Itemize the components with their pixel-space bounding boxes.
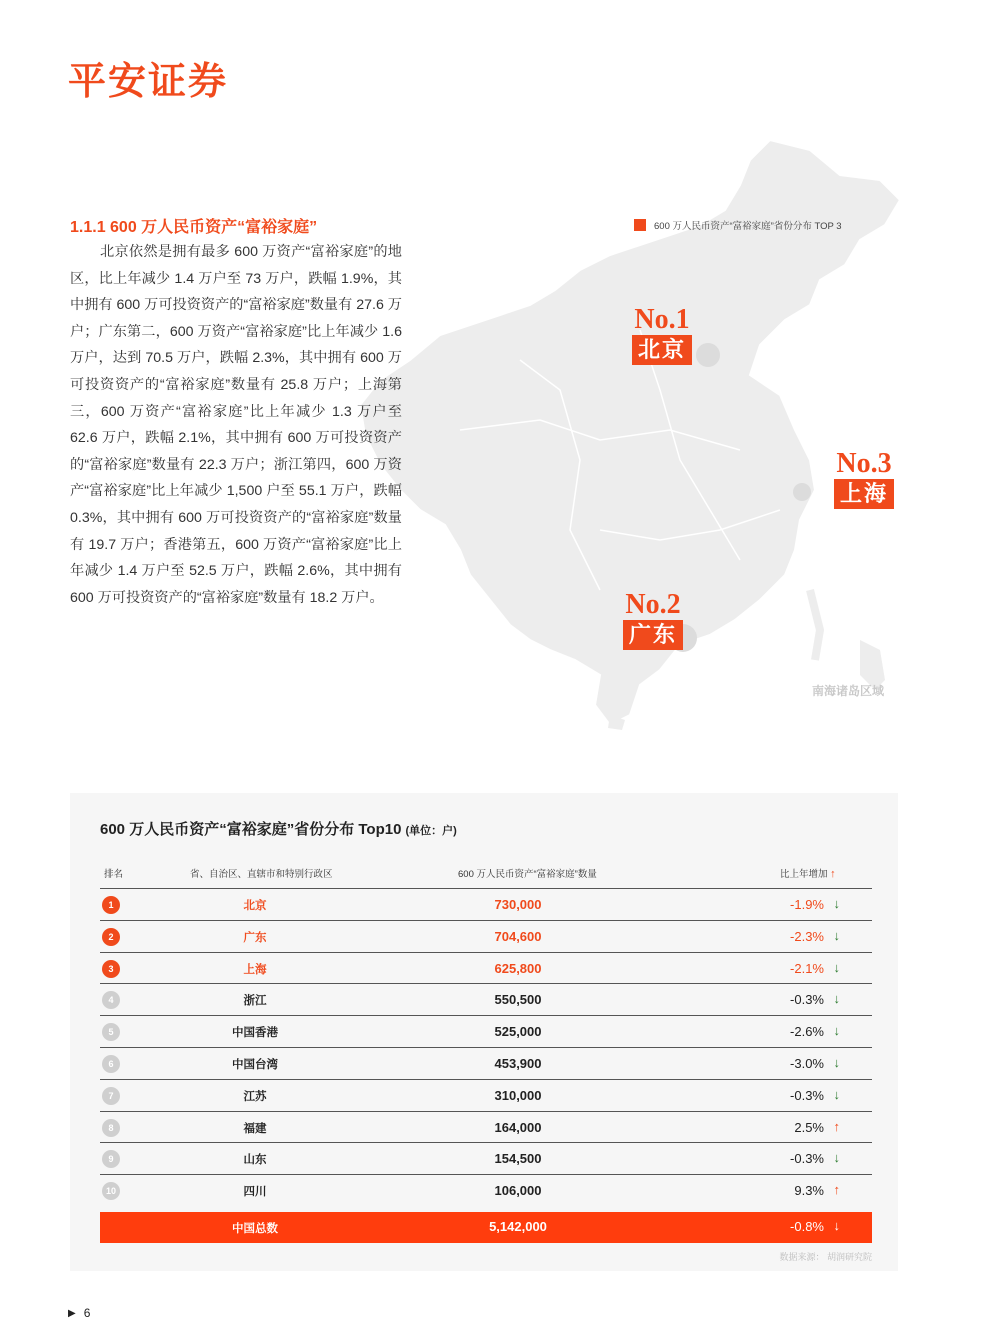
badge-city-label: 北京 [632, 335, 692, 365]
arrow-down-icon: ↓ [833, 1218, 840, 1233]
rank-circle: 3 [102, 960, 120, 978]
header-change [780, 866, 836, 880]
region-name: 中国香港 [232, 1027, 278, 1040]
map-note: 南海诸岛区域 [812, 684, 885, 698]
table-row [100, 1047, 872, 1079]
household-count: 525,000 [494, 1024, 542, 1040]
section-body: 北京依然是拥有最多 600 万资产“富裕家庭”的地区，比上年减少 1.4 万户至 73 万户，跌幅 1.9%，其中拥有 600 万可投资资产的“富裕家庭”数量有 27.6 万户；广东第二，600 万资产“富裕家庭”比上年减少 1.6 万户，达到 70.5 万户，跌幅 2.3%，其中拥有 600 万可投资资产的“富裕家庭”数量有 25.8 万户；上海第三，600 万资产“富裕家庭”比上年减少 1.3 万户至 62.6 万户，跌幅 2.1%，其中拥有 600 万可投资资产的“富裕家庭”数量有 22.3 万户；浙江第四，600 万资产“富裕家庭”比上年减少 1,500 户至 55.1 万户，跌幅 0.3%，其中拥有 600 万可投资资产的“富裕家庭”数量有 19.7 万户；香港第五，600 万资产“富裕家庭”比上年减少 1.4 万户至 52.5 万户，跌幅 2.6%，其中拥有 600 万可投资资产的“富裕家庭”数量有 18.2 万户。 [70, 244, 402, 606]
change-percent: -2.6% [790, 1024, 824, 1040]
household-count: 453,900 [494, 1055, 542, 1071]
legend-swatch [634, 219, 646, 231]
change-percent: -2.1% [790, 960, 824, 976]
table-row [100, 920, 872, 952]
triangle-right-icon: ▶ [68, 1307, 76, 1319]
map-badge-rank-2 [623, 590, 683, 650]
table-row [100, 1111, 872, 1143]
household-count: 730,000 [494, 897, 542, 912]
brand-logo: 平安证券 [68, 61, 229, 103]
total-change: -0.8% [790, 1219, 824, 1234]
change-percent: 2.5% [794, 1119, 824, 1135]
table-row [100, 888, 872, 920]
rank-circle: 7 [102, 1087, 120, 1105]
section-title: 1.1.1 600 万人民币资产“富裕家庭” [70, 219, 318, 236]
table-title [100, 818, 457, 839]
region-name: 浙江 [243, 995, 267, 1008]
table-row [100, 983, 872, 1015]
table-title-text: 600 万人民币资产“富裕家庭”省份分布 Top10 [100, 821, 402, 838]
arrow-down-icon: ↓ [833, 896, 840, 911]
table-total-row [100, 1212, 872, 1243]
change-percent: -3.0% [790, 1055, 824, 1071]
region-name: 山东 [243, 1154, 267, 1167]
region-name: 福建 [243, 1122, 267, 1135]
badge-rank-number: No.2 [625, 589, 681, 620]
rank-circle: 4 [102, 991, 120, 1009]
region-name: 四川 [243, 1186, 267, 1199]
change-percent: -0.3% [790, 992, 824, 1008]
header-count: 600 万人民币资产“富裕家庭”数量 [458, 869, 597, 880]
arrow-down-icon: ↓ [833, 1054, 840, 1070]
region-name: 北京 [243, 900, 267, 912]
rank-circle: 8 [102, 1119, 120, 1137]
total-count: 5,142,000 [489, 1219, 547, 1234]
badge-rank-number: No.1 [634, 304, 690, 335]
table-row [100, 1142, 872, 1174]
table-unit: (单位：户) [405, 825, 457, 837]
map-legend [634, 218, 842, 232]
legend-label: 600 万人民币资产“富裕家庭”省份分布 TOP 3 [654, 221, 842, 232]
household-count: 704,600 [494, 928, 542, 944]
header-region: 省、自治区、直辖市和特别行政区 [190, 869, 333, 880]
total-label: 中国总数 [232, 1223, 278, 1235]
change-percent: -1.9% [790, 897, 824, 912]
arrow-up-icon: ↑ [830, 868, 836, 880]
rank-circle: 2 [102, 928, 120, 946]
table-row [100, 1015, 872, 1047]
region-name: 江苏 [243, 1090, 267, 1103]
region-name: 中国台湾 [232, 1058, 278, 1071]
household-count: 625,800 [494, 960, 542, 976]
household-count: 106,000 [494, 1183, 542, 1199]
page-footer [68, 1306, 90, 1320]
table-row [100, 1079, 872, 1111]
header-change-label: 比上年增加 [780, 869, 828, 880]
region-name: 上海 [243, 963, 267, 976]
household-count: 164,000 [494, 1119, 542, 1135]
map-badge-rank-1 [632, 305, 692, 365]
arrow-up-icon: ↑ [833, 1182, 840, 1198]
badge-city-label: 广东 [623, 620, 683, 650]
region-name: 广东 [243, 931, 267, 944]
arrow-down-icon: ↓ [833, 1086, 840, 1102]
table-row [100, 1174, 872, 1206]
change-percent: -0.3% [790, 1087, 824, 1103]
arrow-down-icon: ↓ [833, 1150, 840, 1166]
page-number: 6 [83, 1306, 91, 1320]
table-body [100, 888, 872, 1206]
map-badge-rank-3 [834, 449, 894, 509]
arrow-down-icon: ↓ [833, 1023, 840, 1039]
rank-circle: 1 [102, 896, 120, 914]
rank-circle: 5 [102, 1023, 120, 1041]
change-percent: -2.3% [790, 928, 824, 944]
change-percent: -0.3% [790, 1151, 824, 1167]
arrow-down-icon: ↓ [833, 959, 840, 975]
rank-circle: 10 [102, 1182, 120, 1200]
header-rank: 排名 [104, 869, 124, 880]
rank-circle: 6 [102, 1055, 120, 1073]
change-percent: 9.3% [794, 1183, 824, 1199]
table-row [100, 952, 872, 984]
badge-rank-number: No.3 [836, 448, 892, 479]
arrow-up-icon: ↑ [833, 1118, 840, 1134]
household-count: 310,000 [494, 1087, 542, 1103]
household-count: 550,500 [494, 992, 542, 1008]
badge-city-label: 上海 [834, 479, 894, 509]
arrow-down-icon: ↓ [833, 991, 840, 1007]
arrow-down-icon: ↓ [833, 927, 840, 943]
rank-circle: 9 [102, 1150, 120, 1168]
household-count: 154,500 [494, 1151, 542, 1167]
data-source: 数据来源： 胡润研究院 [779, 1252, 872, 1262]
